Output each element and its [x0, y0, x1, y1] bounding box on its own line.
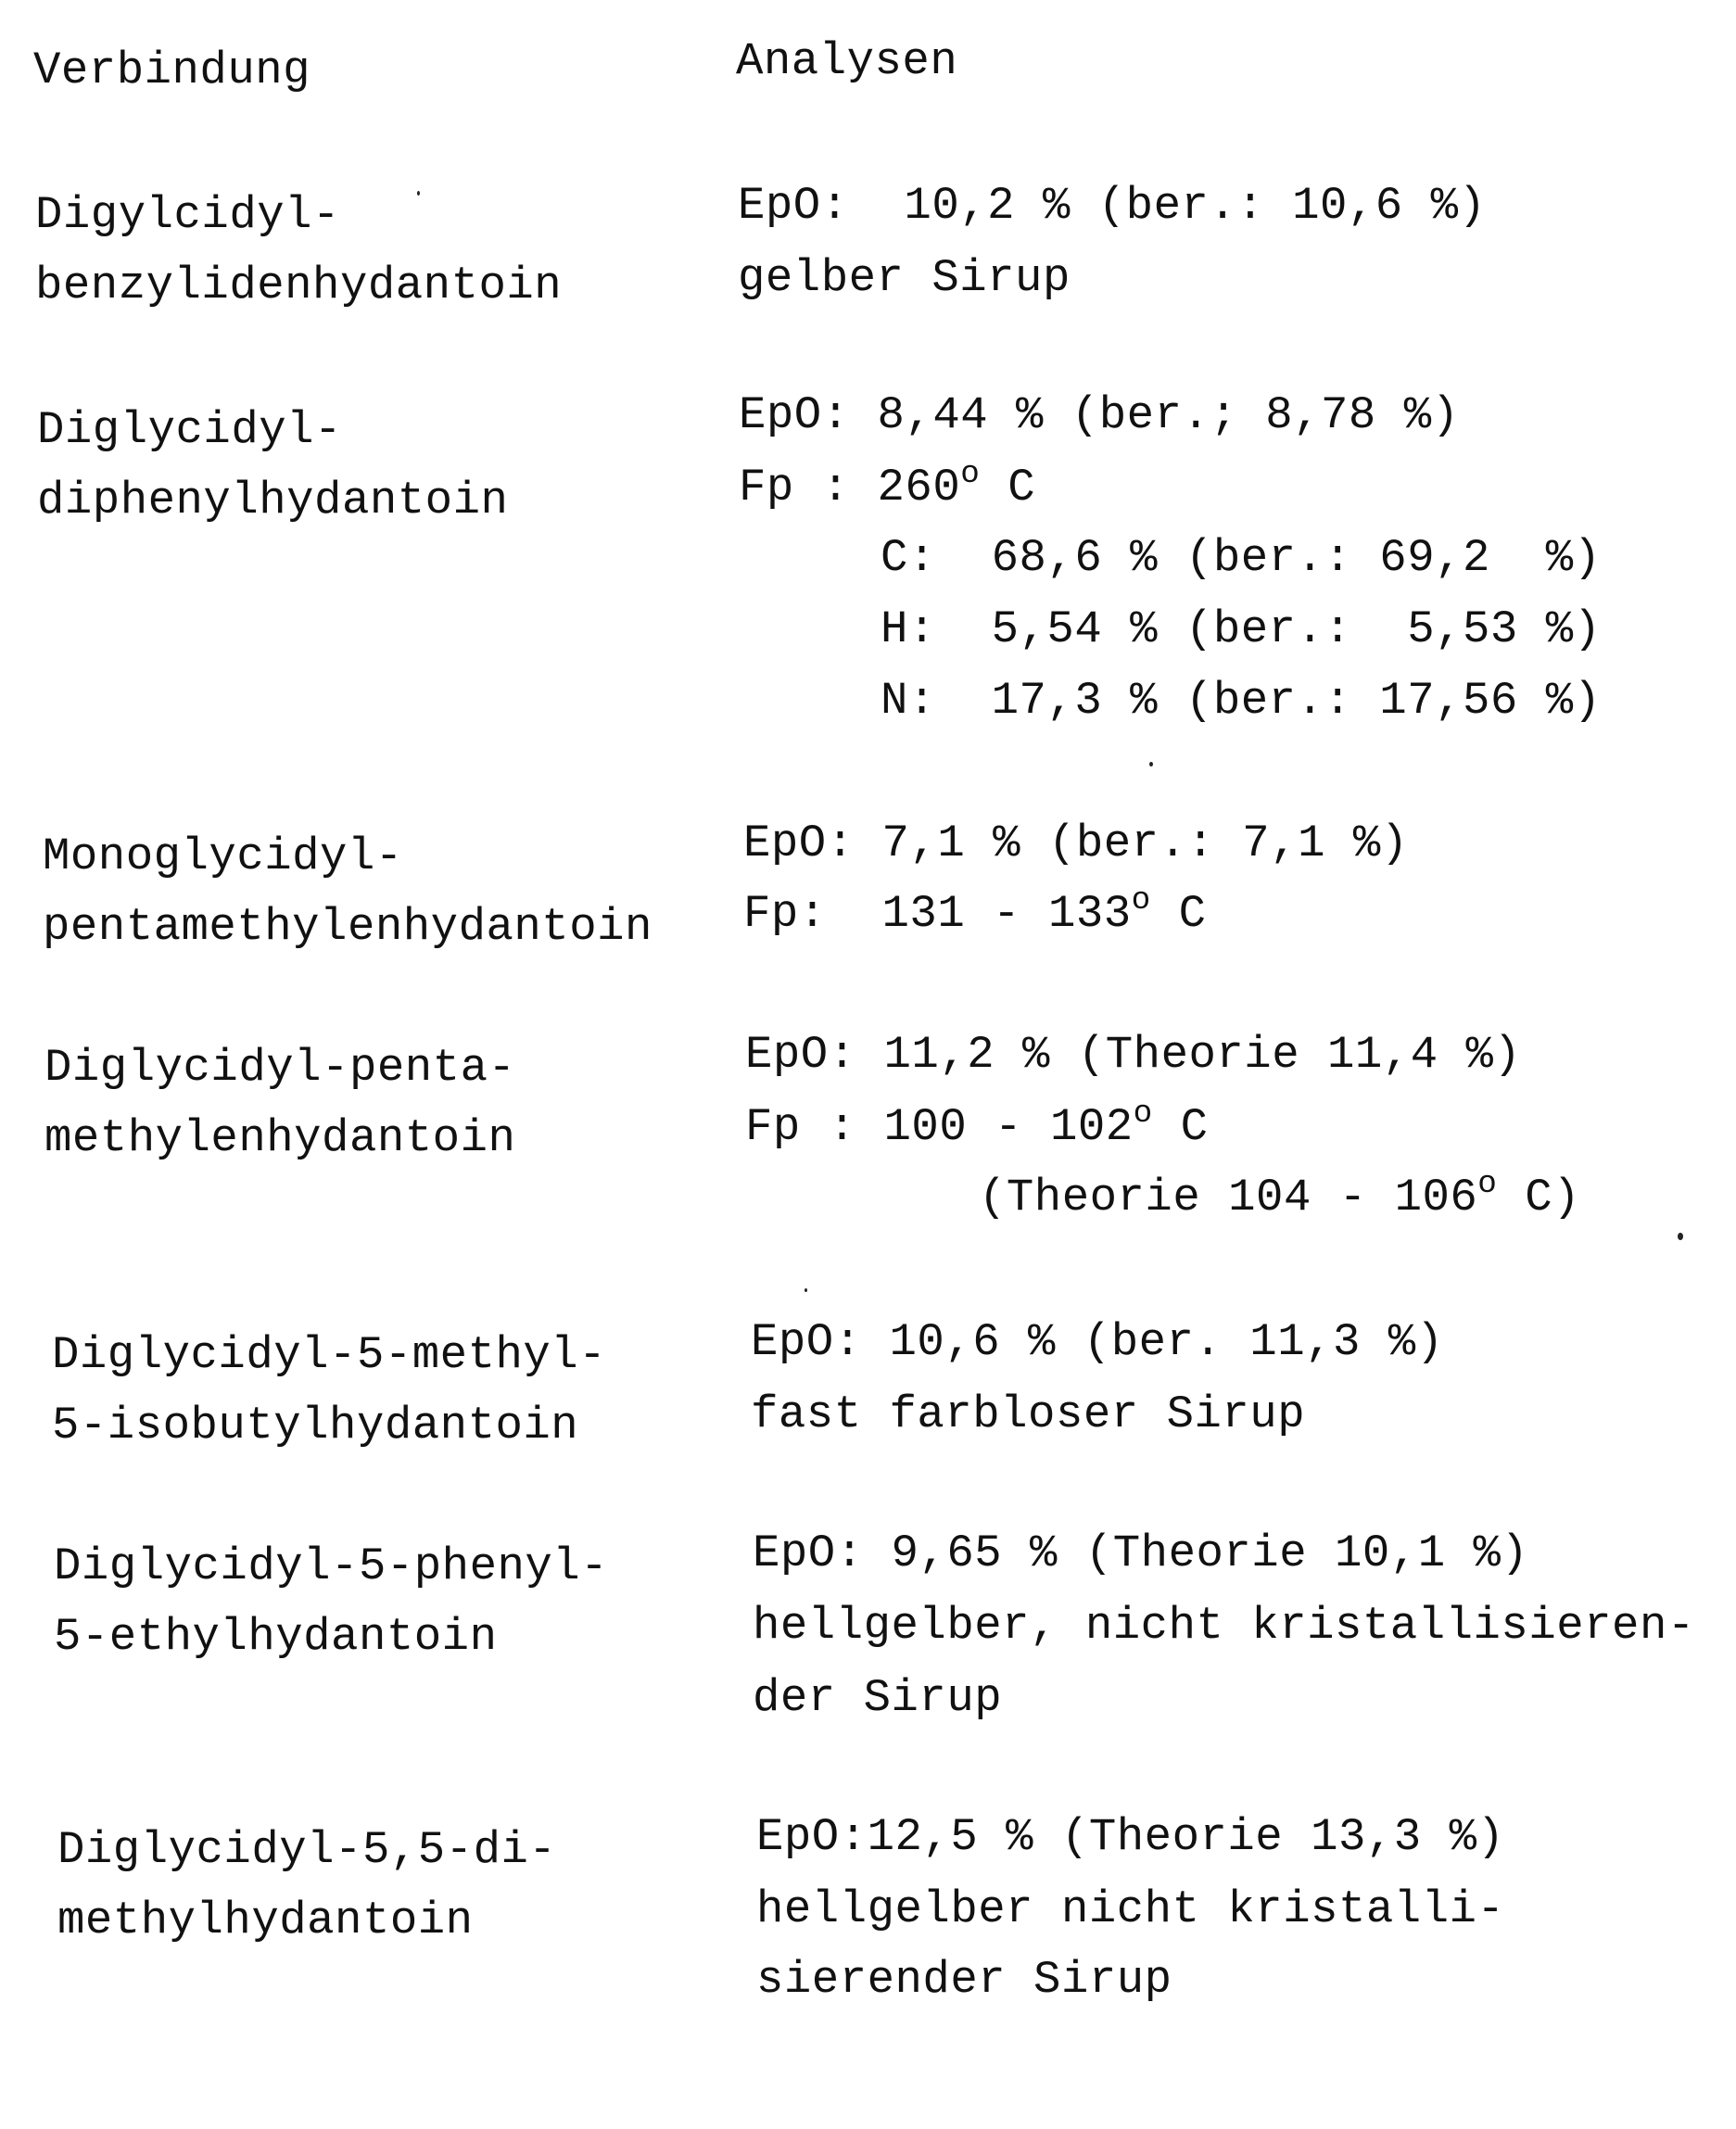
compound-name: methylhydantoin — [57, 1895, 474, 1946]
elemental-analysis-h: H: 5,54 % (ber.: 5,53 %) — [881, 603, 1602, 655]
analysis-line: gelber Sirup — [738, 252, 1071, 304]
analysis-line: hellgelber nicht kristalli- — [756, 1883, 1505, 1935]
analysis-line: sierender Sirup — [756, 1954, 1172, 2006]
analysis-line: EpO: 9,65 % (Theorie 10,1 %) — [753, 1527, 1529, 1579]
analysis-line: EpO: 10,6 % (ber. 11,3 %) — [751, 1316, 1444, 1368]
scan-speck — [1678, 1233, 1683, 1240]
compound-name: Diglycidyl-5,5-di- — [57, 1824, 557, 1876]
melting-point: Fp : 260$^o$ C — [739, 456, 1036, 513]
column-header-compound: Verbindung — [33, 44, 311, 96]
compound-name: benzylidenhydantoin — [35, 260, 563, 311]
degree-symbol: o — [1131, 882, 1151, 919]
column-header-analyses: Analysen — [736, 35, 958, 87]
compound-name: 5-isobutylhydantoin — [52, 1400, 579, 1451]
compound-name: Monoglycidyl- — [43, 830, 403, 882]
degree-symbol: o — [1133, 1096, 1153, 1133]
melting-point: Fp: 131 - 133$^o$ C — [743, 882, 1207, 940]
compound-name: Diglycidyl-penta- — [44, 1042, 516, 1094]
analysis-line: EpO: 8,44 % (ber.; 8,78 %) — [739, 389, 1460, 441]
degree-symbol: o — [1477, 1166, 1498, 1203]
melting-point: Fp : 100 - 102$^o$ C — [745, 1096, 1209, 1153]
scan-speck — [1149, 762, 1153, 767]
compound-name: diphenylhydantoin — [37, 475, 509, 526]
theory-melting-point: (Theorie 104 - 106$^o$ C) — [979, 1166, 1581, 1223]
analysis-line: EpO: 10,2 % (ber.: 10,6 %) — [738, 180, 1487, 232]
analysis-line: EpO: 11,2 % (Theorie 11,4 %) — [745, 1029, 1522, 1081]
compound-name: Digylcidyl- — [35, 189, 340, 241]
analysis-line: hellgelber, nicht kristallisieren- — [753, 1600, 1695, 1652]
analysis-line: der Sirup — [753, 1672, 1003, 1724]
analysis-line: EpO: 7,1 % (ber.: 7,1 %) — [743, 817, 1409, 869]
compound-name: Diglycidyl-5-phenyl- — [54, 1540, 609, 1592]
scan-speck — [417, 191, 420, 196]
compound-name: pentamethylenhydantoin — [43, 901, 653, 953]
elemental-analysis-n: N: 17,3 % (ber.: 17,56 %) — [881, 675, 1602, 727]
scan-speck — [805, 1288, 807, 1292]
compound-name: Diglycidyl-5-methyl- — [52, 1329, 607, 1381]
compound-name: Diglycidyl- — [37, 404, 342, 456]
degree-symbol: o — [960, 456, 981, 493]
compound-name: 5-ethylhydantoin — [54, 1611, 498, 1663]
elemental-analysis-c: C: 68,6 % (ber.: 69,2 %) — [881, 532, 1602, 584]
analysis-line: fast farbloser Sirup — [751, 1388, 1306, 1440]
analysis-line: EpO:12,5 % (Theorie 13,3 %) — [756, 1811, 1505, 1863]
compound-name: methylenhydantoin — [44, 1112, 516, 1164]
